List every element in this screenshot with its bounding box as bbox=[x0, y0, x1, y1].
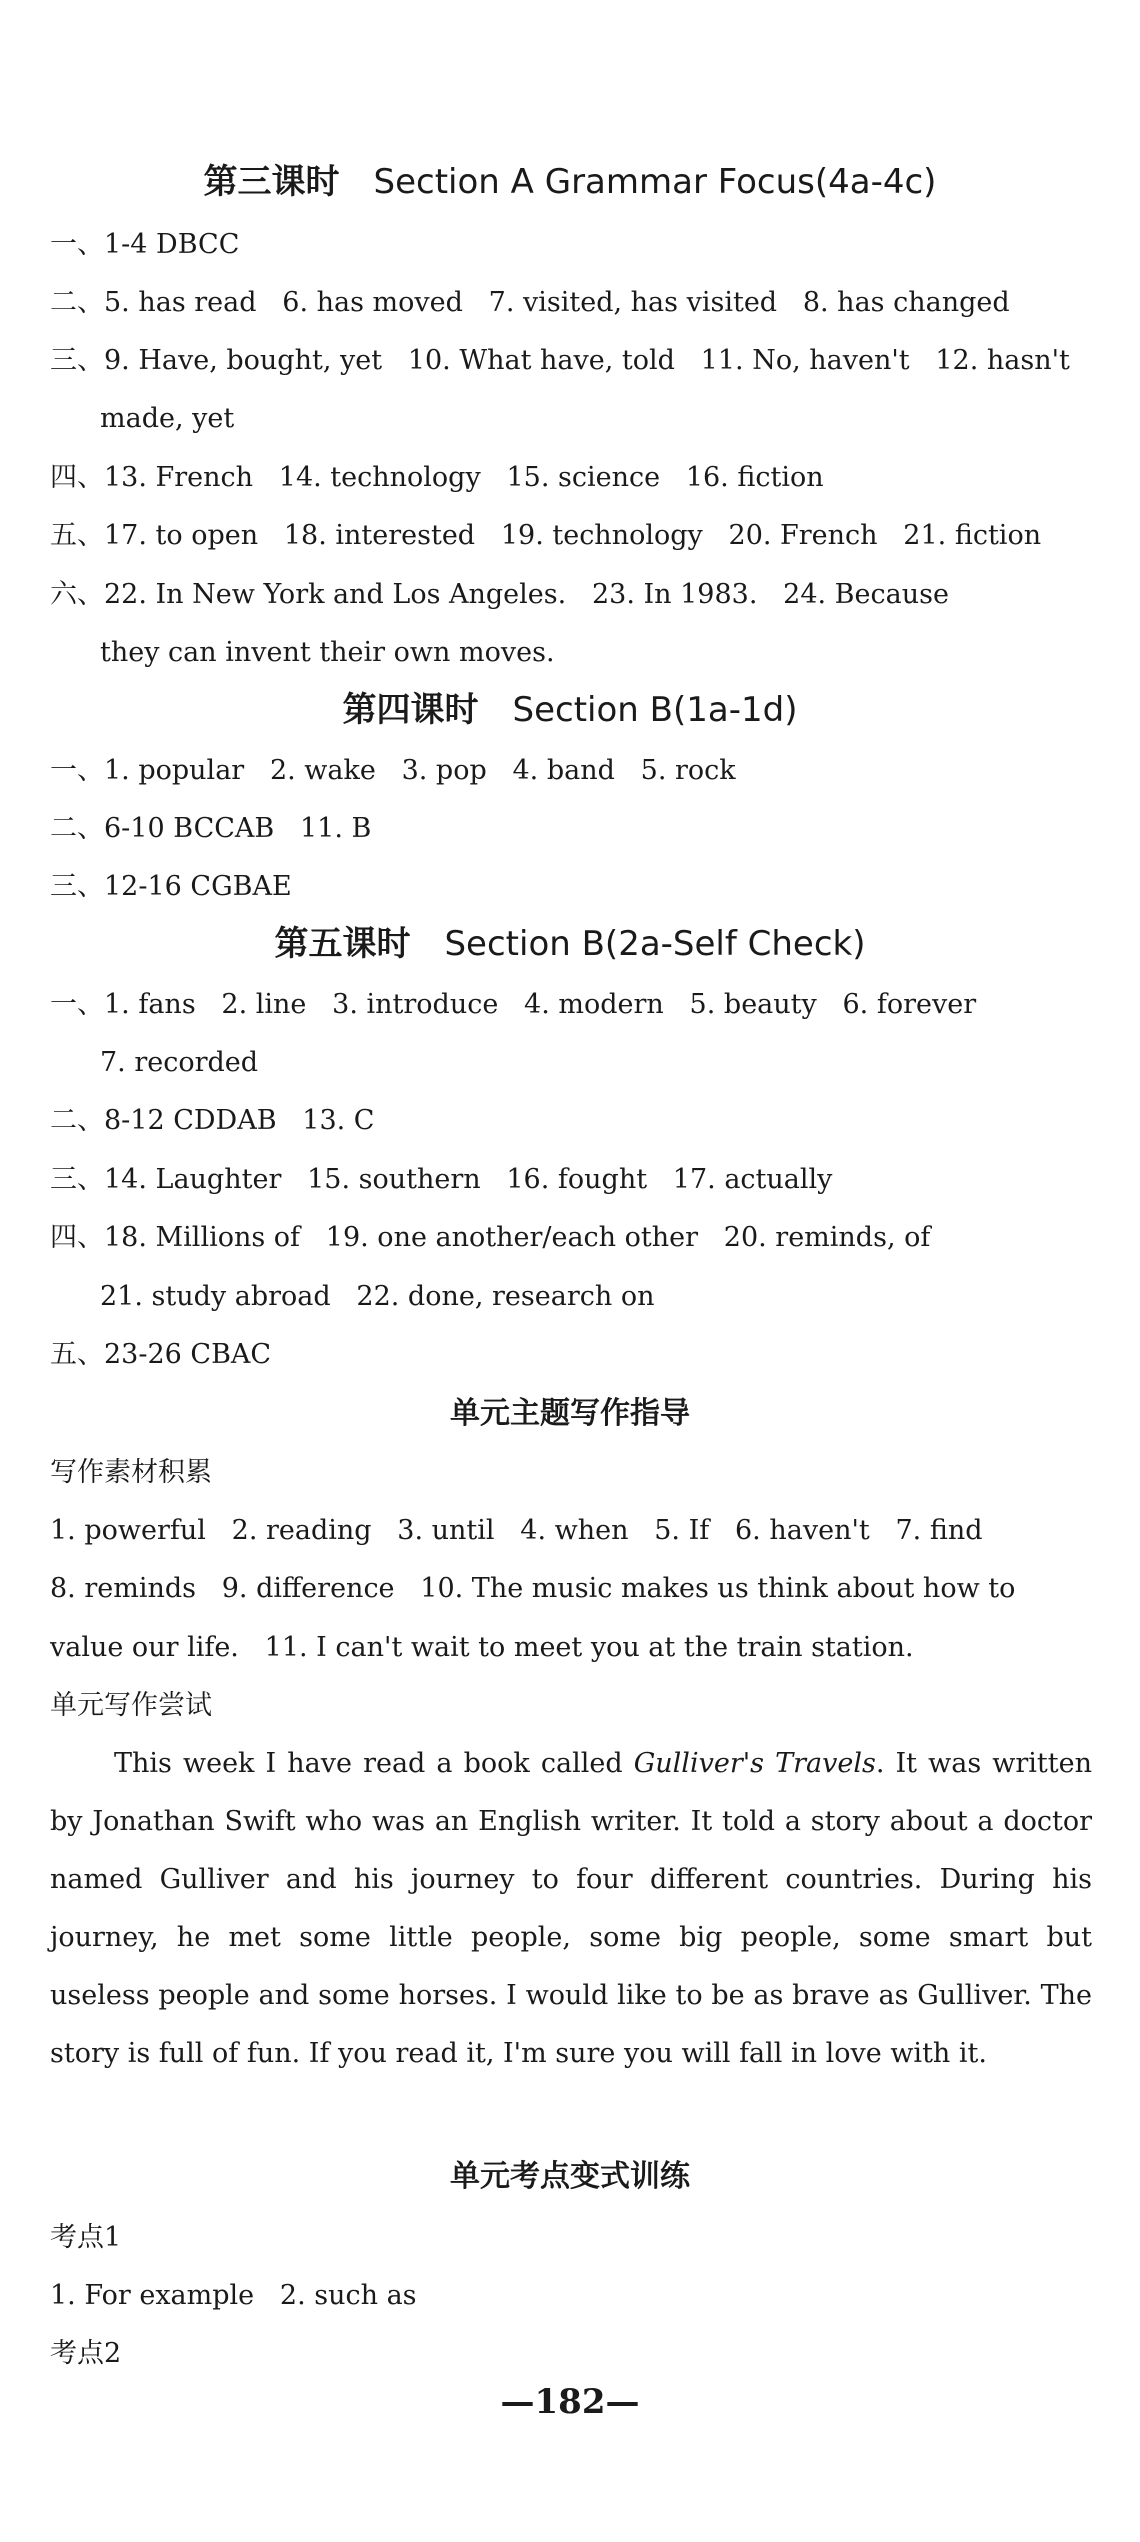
section-5-heading bbox=[0, 922, 1140, 966]
training-title: 单元考点变式训练 bbox=[450, 2159, 690, 2194]
answer-line: 四、18. Millions of 19. one another/each other 20. reminds, of bbox=[50, 1222, 931, 1253]
answer-line: 三、12-16 CGBAE bbox=[50, 871, 292, 902]
writing-guide-title: 单元主题写作指导 bbox=[450, 1396, 690, 1431]
answer-line: 二、5. has read 6. has moved 7. visited, has visited 8. has changed bbox=[50, 287, 1010, 318]
answer-line: they can invent their own moves. bbox=[100, 637, 555, 668]
answer-line: 六、22. In New York and Los Angeles. 23. In 1983. 24. Because bbox=[50, 579, 949, 610]
material-label: 写作素材积累 bbox=[50, 1457, 212, 1488]
page-number: —182— bbox=[500, 2382, 640, 2422]
point-1-answer: 1. For example 2. such as bbox=[50, 2280, 417, 2311]
answer-line: 三、9. Have, bought, yet 10. What have, told 11. No, haven't 12. hasn't bbox=[50, 345, 1070, 376]
answer-line: 四、13. French 14. technology 15. science 16. fiction bbox=[50, 462, 824, 493]
answer-line: 三、14. Laughter 15. southern 16. fought 17. actually bbox=[50, 1164, 833, 1195]
sample-essay bbox=[50, 1735, 1092, 2083]
section-5-title: Section B(2a-Self Check) bbox=[444, 924, 866, 964]
answer-line: 二、6-10 BCCAB 11. B bbox=[50, 813, 372, 844]
answer-line: 五、17. to open 18. interested 19. technology 20. French 21. fiction bbox=[50, 520, 1042, 551]
section-4-title: Section B(1a-1d) bbox=[512, 690, 798, 730]
attempt-label: 单元写作尝试 bbox=[50, 1690, 212, 1721]
section-4-lesson: 第四课时 bbox=[342, 690, 479, 730]
section-5-lesson: 第五课时 bbox=[274, 924, 411, 964]
answer-line: made, yet bbox=[100, 403, 235, 434]
section-3-lesson: 第三课时 bbox=[203, 162, 340, 202]
answer-line: 21. study abroad 22. done, research on bbox=[100, 1281, 655, 1312]
section-3-title: Section A Grammar Focus(4a-4c) bbox=[373, 162, 937, 202]
answer-line: 一、1. fans 2. line 3. introduce 4. modern 5. beauty 6. forever bbox=[50, 989, 977, 1020]
essay-text: This week I have read a book called bbox=[114, 1748, 634, 1779]
material-line: value our life. 11. I can't wait to meet you at the train station. bbox=[50, 1632, 914, 1663]
material-line: 1. powerful 2. reading 3. until 4. when 5. If 6. haven't 7. find bbox=[50, 1515, 983, 1546]
section-4-heading bbox=[0, 688, 1140, 732]
answer-line: 一、1-4 DBCC bbox=[50, 229, 240, 260]
answer-line: 7. recorded bbox=[100, 1047, 259, 1078]
material-line: 8. reminds 9. difference 10. The music makes us think about how to bbox=[50, 1573, 1016, 1604]
section-3-heading bbox=[0, 160, 1140, 204]
answer-line: 五、23-26 CBAC bbox=[50, 1339, 272, 1370]
point-1-label: 考点1 bbox=[50, 2222, 122, 2253]
point-2-label: 考点2 bbox=[50, 2338, 122, 2369]
essay-text: . It was written by Jonathan Swift who was an English writer. It told a story about a doctor named Gulliver and his journey to four different countries. During his journey, he met some little people, some big people, some smart but useless people and some horses. I would like to be as brave as Gulliver. The story is full of fun. If you read it, I'm sure you will fall in love with it. bbox=[50, 1748, 1092, 2069]
answer-line: 二、8-12 CDDAB 13. C bbox=[50, 1105, 375, 1136]
book-title: Gulliver's Travels bbox=[633, 1748, 876, 1779]
answer-line: 一、1. popular 2. wake 3. pop 4. band 5. rock bbox=[50, 755, 736, 786]
